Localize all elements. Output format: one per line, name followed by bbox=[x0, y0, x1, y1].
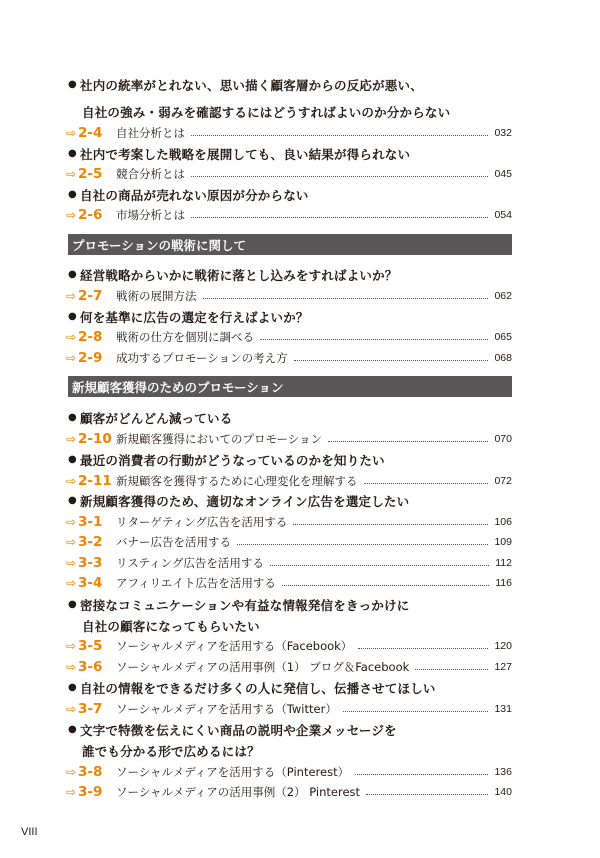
page-number: 127 bbox=[494, 661, 512, 673]
section-number: 2-8 bbox=[78, 329, 103, 345]
toc-entry[interactable] bbox=[68, 286, 512, 306]
dot-leader bbox=[191, 135, 488, 136]
page-number: 032 bbox=[494, 127, 512, 139]
question-heading bbox=[68, 185, 512, 205]
section-number: 2-6 bbox=[78, 207, 103, 223]
question-heading-continued bbox=[68, 102, 526, 122]
section-number: 2-11 bbox=[78, 473, 112, 489]
entry-title: 市場分析とは bbox=[116, 208, 185, 222]
question-heading bbox=[68, 144, 512, 164]
section-header bbox=[68, 376, 512, 397]
arrow-right-icon: ⇨ bbox=[66, 660, 77, 674]
question-heading bbox=[68, 265, 512, 285]
question-heading-text: 社内で考案した戦略を展開しても、良い結果が得られない bbox=[80, 147, 411, 162]
question-heading-text: 社内の統率がとれない、思い描く顧客層からの反応が悪い、 bbox=[80, 78, 423, 93]
dot-leader bbox=[355, 774, 488, 775]
page-number: 116 bbox=[495, 577, 512, 589]
arrow-right-icon: ⇨ bbox=[66, 167, 77, 181]
arrow-right-icon: ⇨ bbox=[66, 765, 77, 779]
table-of-contents bbox=[68, 0, 512, 858]
page-number: 070 bbox=[494, 433, 512, 445]
entry-title: 新規顧客を獲得するために心理変化を理解する bbox=[116, 474, 358, 488]
entry-title: リターゲティング広告を活用する bbox=[116, 515, 288, 529]
arrow-right-icon: ⇨ bbox=[66, 351, 77, 365]
page-number: 106 bbox=[494, 516, 512, 528]
toc-entry[interactable] bbox=[68, 164, 512, 184]
arrow-right-icon: ⇨ bbox=[66, 556, 77, 570]
bullet-icon: ● bbox=[68, 79, 77, 90]
question-heading bbox=[68, 307, 512, 327]
arrow-right-icon: ⇨ bbox=[66, 126, 77, 140]
question-heading-text: 自社の顧客になってもらいたい bbox=[82, 619, 260, 634]
bullet-icon: ● bbox=[68, 724, 77, 735]
bullet-icon: ● bbox=[68, 311, 77, 322]
section-number: 3-9 bbox=[78, 784, 103, 800]
section-number: 2-5 bbox=[78, 166, 103, 182]
question-heading bbox=[68, 678, 512, 698]
question-heading-text: 顧客がどんどん減っている bbox=[80, 411, 233, 426]
entry-title: 成功するプロモーションの考え方 bbox=[116, 351, 288, 365]
toc-entry[interactable] bbox=[68, 636, 512, 656]
question-heading-text: 何を基準に広告の選定を行えばよいか？ bbox=[80, 310, 309, 325]
question-heading-text: 最近の消費者の行動がどうなっているのかを知りたい bbox=[80, 453, 385, 468]
question-heading-text: 誰でも分かる形で広めるには？ bbox=[82, 744, 260, 759]
question-heading-text: 文字で特徴を伝えにくい商品の説明や企業メッセージを bbox=[80, 723, 397, 738]
arrow-right-icon: ⇨ bbox=[66, 515, 77, 529]
section-number: 3-2 bbox=[78, 534, 103, 550]
entry-title: ソーシャルメディアを活用する（Twitter） bbox=[116, 702, 337, 716]
entry-title: リスティング広告を活用する bbox=[116, 556, 264, 570]
section-header-text: 新規顧客獲得のためのプロモーション bbox=[72, 379, 284, 395]
dot-leader bbox=[191, 217, 488, 218]
section-header bbox=[68, 234, 512, 255]
arrow-right-icon: ⇨ bbox=[66, 474, 77, 488]
entry-title: 戦術の仕方を個別に調べる bbox=[116, 330, 254, 344]
page-number: 131 bbox=[494, 703, 512, 715]
question-heading-text: 経営戦略からいかに戦術に落とし込みをすればよいか？ bbox=[80, 268, 398, 283]
question-heading-text: 自社の商品が売れない原因が分からない bbox=[80, 188, 309, 203]
toc-entry[interactable] bbox=[68, 512, 512, 532]
bullet-icon: ● bbox=[68, 599, 77, 610]
question-heading-text: 自社の強み・弱みを確認するにはどうすればよいのか分からない bbox=[82, 105, 451, 120]
dot-leader bbox=[294, 360, 489, 361]
dot-leader bbox=[191, 176, 488, 177]
bullet-icon: ● bbox=[68, 269, 77, 280]
section-header-text: プロモーションの戦術に関して bbox=[72, 237, 247, 253]
toc-entry[interactable] bbox=[68, 327, 512, 347]
arrow-right-icon: ⇨ bbox=[66, 208, 77, 222]
section-number: 3-7 bbox=[78, 701, 103, 717]
bullet-icon: ● bbox=[68, 454, 77, 465]
toc-entry[interactable] bbox=[68, 782, 512, 802]
section-number: 2-10 bbox=[78, 431, 112, 447]
question-heading bbox=[68, 720, 512, 740]
section-number: 3-5 bbox=[78, 638, 103, 654]
entry-title: ソーシャルメディアを活用する（Facebook） bbox=[116, 639, 353, 653]
page-number: 045 bbox=[494, 168, 512, 180]
entry-title: バナー広告を活用する bbox=[116, 535, 231, 549]
bullet-icon: ● bbox=[68, 189, 77, 200]
entry-title: 新規顧客獲得においてのプロモーション bbox=[116, 432, 323, 446]
bullet-icon: ● bbox=[68, 682, 77, 693]
question-heading bbox=[68, 450, 512, 470]
section-number: 3-3 bbox=[78, 555, 103, 571]
page-number: 065 bbox=[494, 331, 512, 343]
section-number: 3-1 bbox=[78, 514, 103, 530]
section-number: 3-6 bbox=[78, 659, 103, 675]
question-heading-continued bbox=[68, 741, 526, 761]
page-number: 120 bbox=[494, 640, 512, 652]
section-number: 2-4 bbox=[78, 125, 103, 141]
toc-entry[interactable] bbox=[68, 532, 512, 552]
question-heading bbox=[68, 595, 512, 615]
page-number: 054 bbox=[494, 209, 512, 221]
dot-leader bbox=[293, 524, 488, 525]
arrow-right-icon: ⇨ bbox=[66, 785, 77, 799]
dot-leader bbox=[366, 794, 488, 795]
entry-title: ソーシャルメディアの活用事例（2） Pinterest bbox=[116, 785, 361, 799]
question-heading-text: 自社の情報をできるだけ多くの人に発信し、伝播させてほしい bbox=[80, 681, 436, 696]
question-heading-continued bbox=[68, 616, 526, 636]
question-heading-text: 密接なコミュニケーションや有益な情報発信をきっかけに bbox=[80, 598, 410, 613]
entry-title: 戦術の展開方法 bbox=[116, 289, 197, 303]
dot-leader bbox=[270, 565, 489, 566]
dot-leader bbox=[364, 483, 489, 484]
bullet-icon: ● bbox=[68, 148, 77, 159]
section-number: 3-4 bbox=[78, 575, 103, 591]
page-number: 068 bbox=[494, 352, 512, 364]
question-heading bbox=[68, 75, 512, 95]
question-heading bbox=[68, 491, 512, 511]
question-heading-text: 新規顧客獲得のため、適切なオンライン広告を選定したい bbox=[80, 494, 410, 509]
page-number: 062 bbox=[494, 290, 512, 302]
page-number: 072 bbox=[494, 475, 512, 487]
arrow-right-icon: ⇨ bbox=[66, 535, 77, 549]
dot-leader bbox=[328, 441, 488, 442]
page-number: 140 bbox=[494, 786, 512, 798]
dot-leader bbox=[358, 648, 488, 649]
toc-entry[interactable] bbox=[68, 699, 512, 719]
page-number: 112 bbox=[495, 557, 512, 569]
entry-title: アフィリエイト広告を活用する bbox=[116, 576, 276, 590]
question-heading bbox=[68, 408, 512, 428]
toc-entry[interactable] bbox=[68, 657, 512, 677]
bullet-icon: ● bbox=[68, 495, 77, 506]
arrow-right-icon: ⇨ bbox=[66, 289, 77, 303]
page-number: 109 bbox=[494, 536, 512, 548]
dot-leader bbox=[203, 298, 489, 299]
toc-entry[interactable] bbox=[68, 205, 512, 225]
page-folio: VIII bbox=[21, 826, 38, 838]
dot-leader bbox=[343, 711, 489, 712]
toc-entry[interactable] bbox=[68, 762, 512, 782]
entry-title: ソーシャルメディアの活用事例（1） ブログ＆Facebook bbox=[116, 660, 410, 674]
toc-entry[interactable] bbox=[68, 123, 512, 143]
entry-title: ソーシャルメディアを活用する（Pinterest） bbox=[116, 765, 350, 779]
arrow-right-icon: ⇨ bbox=[66, 576, 77, 590]
section-number: 2-7 bbox=[78, 288, 103, 304]
arrow-right-icon: ⇨ bbox=[66, 702, 77, 716]
toc-entry[interactable] bbox=[68, 573, 512, 593]
arrow-right-icon: ⇨ bbox=[66, 639, 77, 653]
dot-leader bbox=[237, 544, 488, 545]
entry-title: 自社分析とは bbox=[116, 126, 185, 140]
section-number: 3-8 bbox=[78, 764, 103, 780]
dot-leader bbox=[282, 585, 489, 586]
bullet-icon: ● bbox=[68, 412, 77, 423]
arrow-right-icon: ⇨ bbox=[66, 432, 77, 446]
toc-entry[interactable] bbox=[68, 553, 512, 573]
dot-leader bbox=[260, 339, 488, 340]
arrow-right-icon: ⇨ bbox=[66, 330, 77, 344]
toc-entry[interactable] bbox=[68, 471, 512, 491]
toc-entry[interactable] bbox=[68, 429, 512, 449]
entry-title: 競合分析とは bbox=[116, 167, 185, 181]
dot-leader bbox=[415, 669, 488, 670]
toc-entry[interactable] bbox=[68, 348, 512, 368]
page-number: 136 bbox=[494, 766, 512, 778]
section-number: 2-9 bbox=[78, 350, 103, 366]
